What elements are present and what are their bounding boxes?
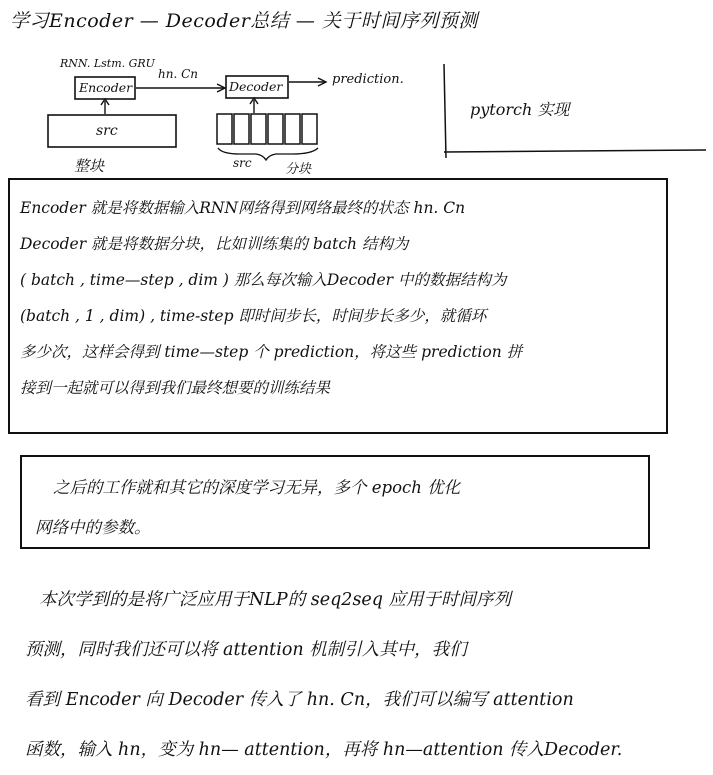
text-line: 之后的工作就和其它的深度学习无异，多个 epoch 优化 bbox=[53, 478, 461, 497]
text-line: ( batch , time—step , dim ) 那么每次输入Decoder 中的数据结构为 bbox=[20, 271, 507, 289]
pytorch-impl-label: pytorch 实现 bbox=[470, 100, 570, 119]
encoder-decoder-explanation bbox=[20, 190, 660, 406]
summary-paragraph bbox=[25, 575, 705, 775]
text-line: Decoder 就是将数据分块，比如训练集的 batch 结构为 bbox=[20, 235, 409, 253]
text-line: 预测，同时我们还可以将 attention 机制引入其中，我们 bbox=[25, 640, 467, 660]
hn-cn-label: hn. Cn bbox=[158, 67, 198, 81]
seq2seq-diagram bbox=[0, 0, 713, 190]
whole-block-label: 整块 bbox=[74, 157, 105, 175]
src-label: src bbox=[96, 123, 118, 139]
text-line: 本次学到的是将广泛应用于NLP的 seq2seq 应用于时间序列 bbox=[39, 590, 512, 610]
training-note bbox=[35, 468, 635, 548]
split-block-label: 分块 bbox=[285, 162, 312, 177]
text-line: (batch , 1 , dim) , time-step 即时间步长，时间步长多少，就循环 bbox=[20, 307, 487, 325]
encoder-label: Encoder bbox=[79, 80, 133, 95]
text-line: 函数，输入 hn，变为 hn— attention，再将 hn—attention 传入Decoder. bbox=[25, 740, 623, 760]
text-line: 网络中的参数。 bbox=[35, 518, 151, 537]
rnn-types-label: RNN. Lstm. GRU bbox=[60, 57, 155, 70]
text-line: 接到一起就可以得到我们最终想要的训练结果 bbox=[20, 379, 331, 397]
prediction-label: prediction. bbox=[332, 72, 404, 87]
text-line: 看到 Encoder 向 Decoder 传入了 hn. Cn，我们可以编写 attention bbox=[25, 690, 574, 710]
text-line: Encoder 就是将数据输入RNN网络得到网络最终的状态 hn. Cn bbox=[20, 199, 466, 217]
src-chunks-label: src bbox=[233, 156, 252, 170]
page-title: 学习Encoder — Decoder总结 — 关于时间序列预测 bbox=[10, 10, 478, 32]
text-line: 多少次，这样会得到 time—step 个 prediction，将这些 prediction 拼 bbox=[20, 343, 523, 361]
decoder-label: Decoder bbox=[229, 79, 283, 94]
